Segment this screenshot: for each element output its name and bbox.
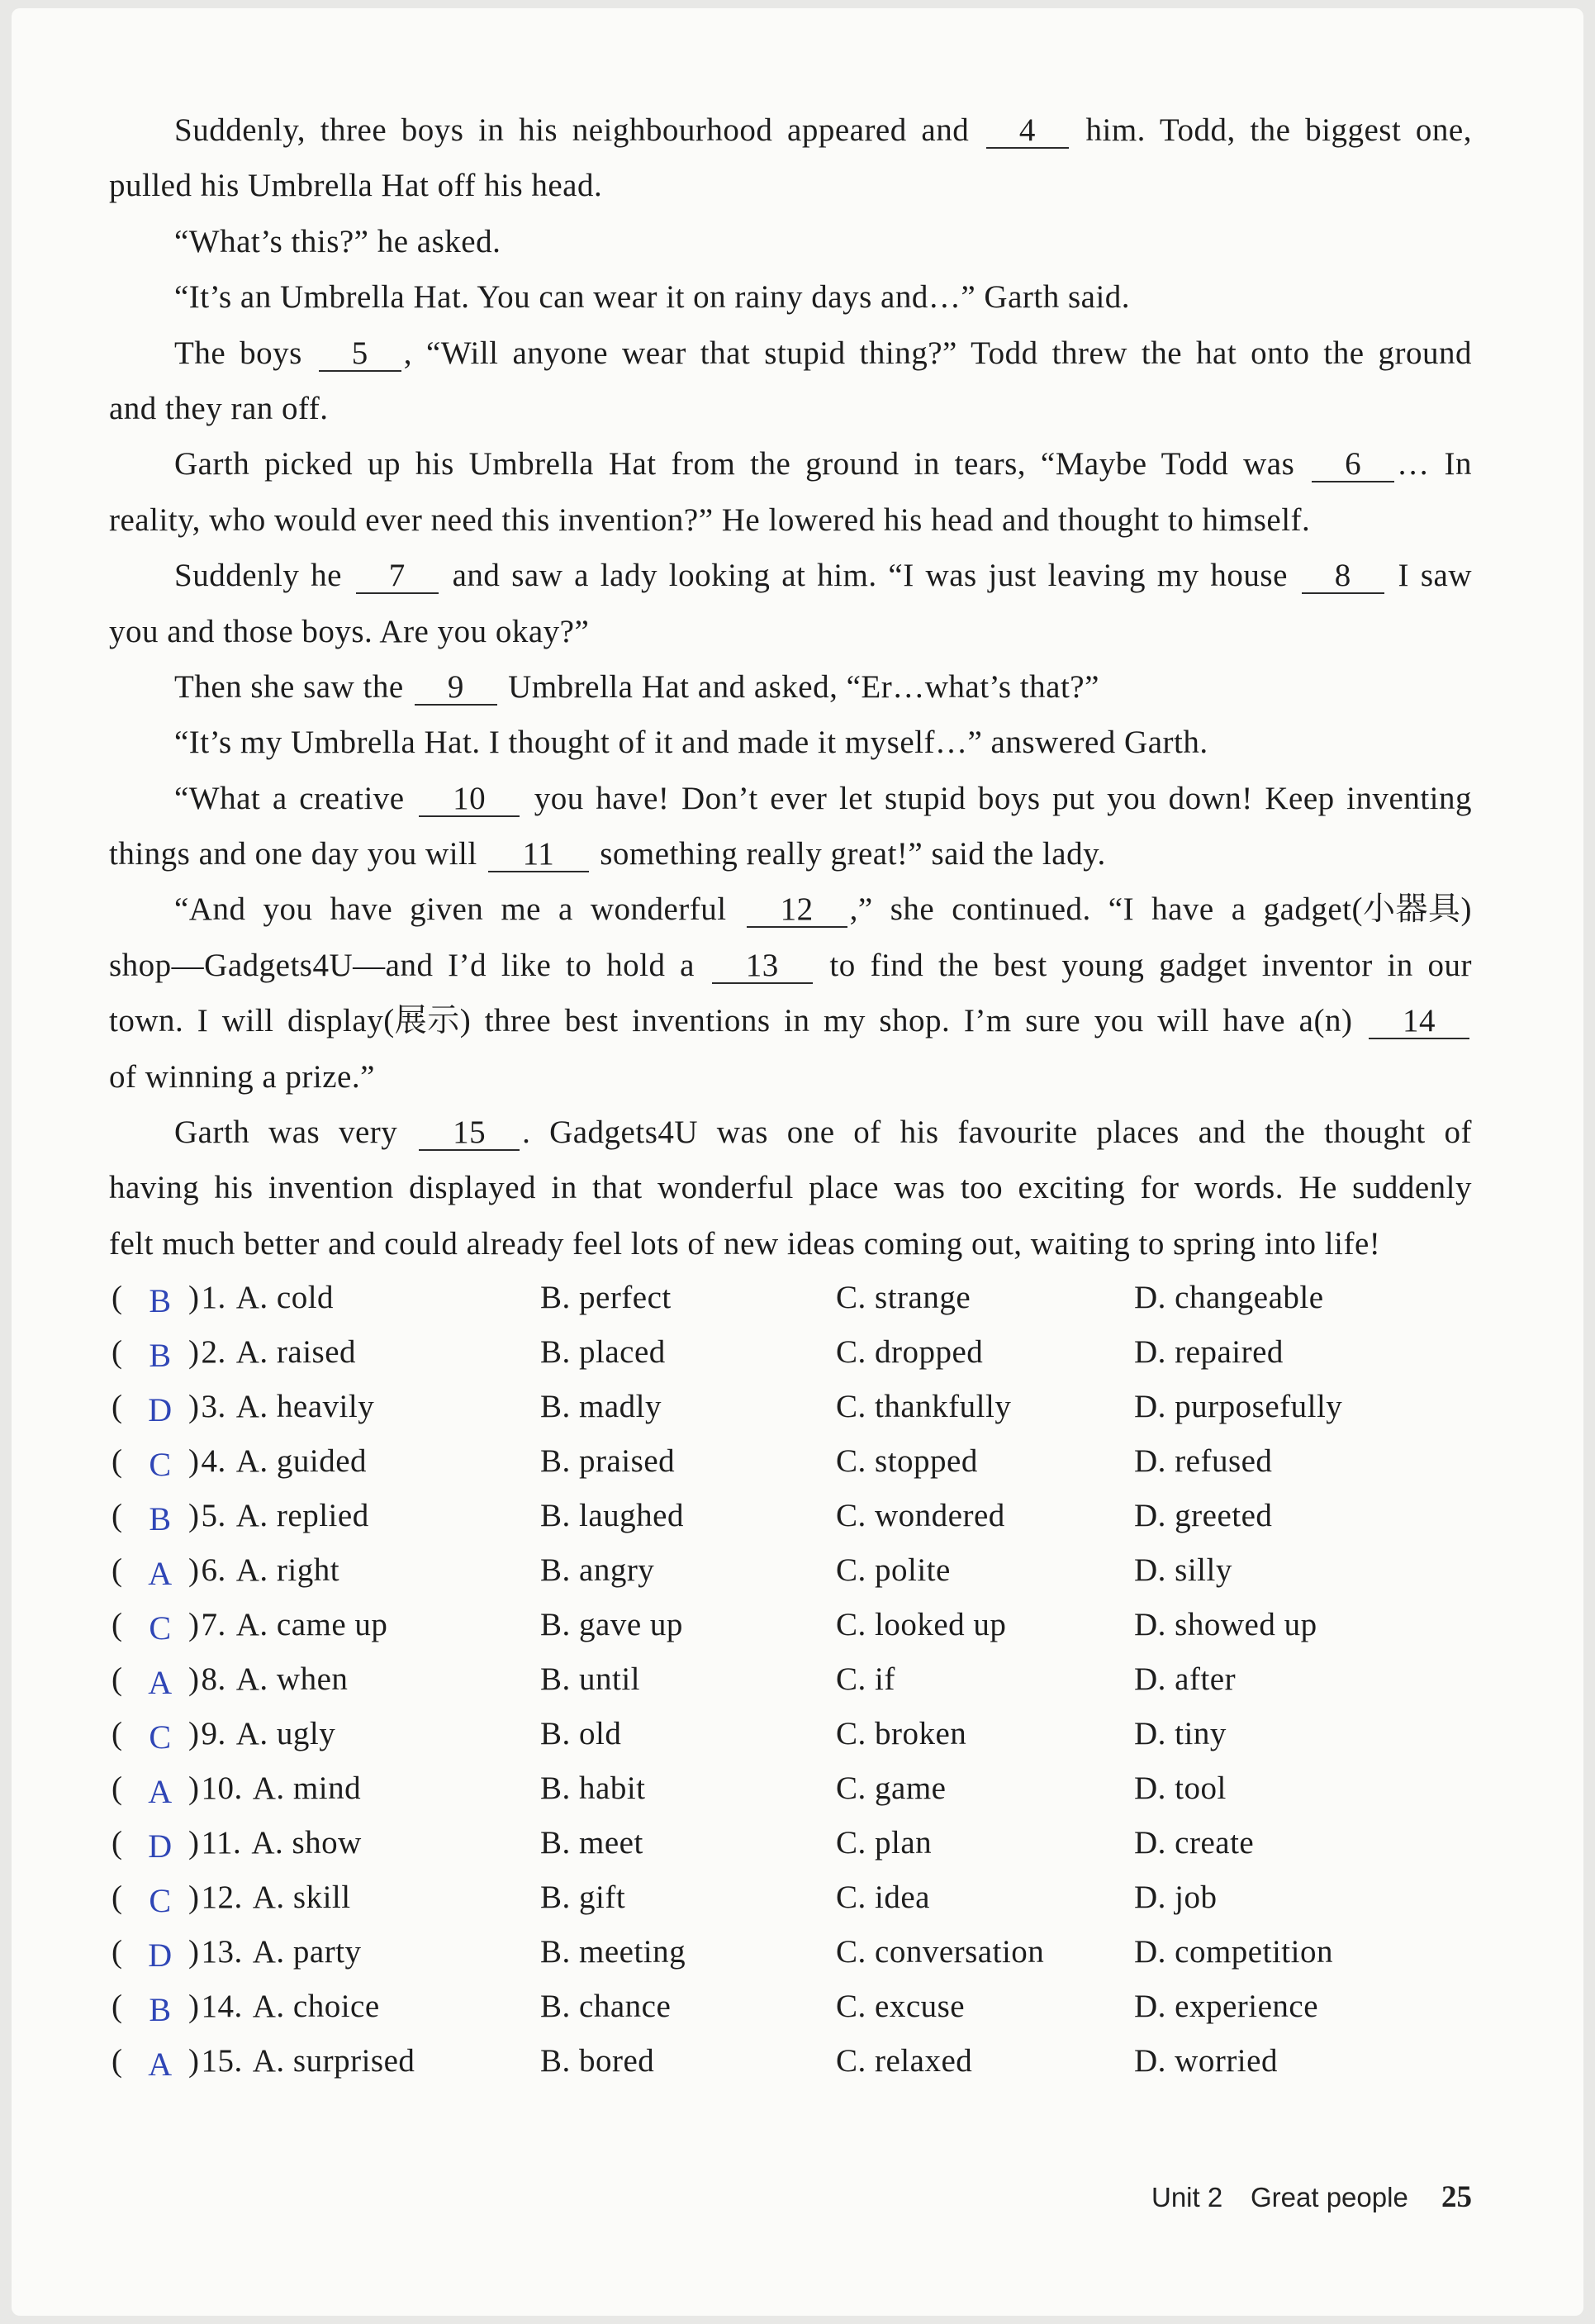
passage-paragraph <box>109 715 1472 770</box>
question-lead <box>188 1489 369 1543</box>
option-b: B. until <box>540 1661 641 1697</box>
option-d: D. experience <box>1134 1989 1319 2024</box>
answer-blank: 10 <box>419 782 520 817</box>
option-c: C. dropped <box>836 1334 984 1370</box>
answer-paren-close: ) <box>188 1280 200 1315</box>
answer-paren-close: ) <box>188 1552 200 1588</box>
passage-text: pulled his Umbrella Hat off his head. <box>109 168 603 204</box>
passage-text: “What’s this?” he asked. <box>174 223 501 259</box>
passage-line-content <box>174 659 1099 715</box>
passage-text: “It’s an Umbrella Hat. You can wear it on rainy days and…” Garth said. <box>174 279 1131 316</box>
answer-paren-close: ) <box>188 1880 200 1915</box>
passage-line-content <box>174 548 1472 603</box>
selected-answer: B <box>149 1991 172 2028</box>
option-d: D. refused <box>1134 1443 1273 1479</box>
question-lead <box>188 1761 361 1816</box>
question-lead <box>188 2034 415 2089</box>
passage-paragraph <box>109 771 1472 882</box>
option-d: D. after <box>1134 1661 1237 1697</box>
passage-line <box>109 604 1472 659</box>
passage-line <box>109 993 1472 1048</box>
unit-title: Great people <box>1251 2182 1408 2212</box>
answer-paren-open: ( <box>112 1934 123 1970</box>
passage-paragraph <box>109 1105 1472 1271</box>
option-a: A. guided <box>235 1443 368 1479</box>
passage-text: to find the best young gadget inventor in our <box>814 947 1473 983</box>
selected-answer: D <box>148 1391 173 1428</box>
question-lead <box>188 1325 356 1380</box>
question-row <box>12 2034 1595 2089</box>
passage-paragraph <box>109 214 1472 269</box>
option-a: A. ugly <box>235 1716 336 1751</box>
passage-line <box>109 1049 1472 1105</box>
answer-blank: 8 <box>1302 559 1384 594</box>
option-a: A. choice <box>252 1989 380 2024</box>
answer-paren-open: ( <box>112 1825 123 1861</box>
selected-answer: B <box>149 1337 172 1374</box>
option-b: B. old <box>540 1716 622 1751</box>
passage-paragraph <box>109 436 1472 548</box>
passage-line <box>109 659 1472 715</box>
answer-paren-close: ) <box>188 1661 200 1697</box>
option-a: A. surprised <box>252 2043 415 2079</box>
passage-line-content <box>174 214 501 269</box>
passage-line-content <box>174 102 1472 158</box>
option-d: D. silly <box>1134 1552 1232 1588</box>
passage-line-content <box>109 993 1472 1048</box>
selected-answer: B <box>149 1282 172 1319</box>
passage-line <box>109 1216 1472 1271</box>
option-b: B. placed <box>540 1334 666 1370</box>
answer-paren-close: ) <box>188 1716 200 1751</box>
passage-line <box>109 214 1472 269</box>
passage-text: felt much better and could already feel lots of new ideas coming out, waiting to spring into life! <box>109 1225 1381 1262</box>
question-row <box>12 1816 1595 1870</box>
passage-line-content <box>109 492 1310 548</box>
passage-text: Garth picked up his Umbrella Hat from the ground in tears, “Maybe Todd was <box>174 446 1310 482</box>
passage-line <box>109 269 1472 325</box>
passage-text: of winning a prize.” <box>109 1058 375 1095</box>
option-b: B. meet <box>540 1825 643 1861</box>
passage-text: and saw a lady looking at him. “I was just leaving my house <box>440 558 1299 594</box>
passage-line <box>109 771 1472 826</box>
option-d: D. worried <box>1134 2043 1278 2079</box>
passage-line-content <box>174 436 1472 492</box>
passage-line <box>109 492 1472 548</box>
passage-paragraph <box>109 326 1472 437</box>
question-lead <box>188 1925 362 1979</box>
passage-text: Then she saw the <box>174 668 412 705</box>
option-b: B. gift <box>540 1880 626 1915</box>
passage-text: you and those boys. Are you okay?” <box>109 613 590 649</box>
passage-text: I saw <box>1386 558 1472 594</box>
answer-blank: 15 <box>419 1116 520 1151</box>
option-a: A. cold <box>235 1280 335 1315</box>
passage-line <box>109 1105 1472 1160</box>
answer-paren-open: ( <box>112 1989 123 2024</box>
option-b: B. gave up <box>540 1607 683 1642</box>
passage-line-content <box>174 882 1472 937</box>
question-lead <box>188 1870 351 1925</box>
answer-paren-open: ( <box>112 1498 123 1533</box>
passage-line-content <box>174 326 1472 381</box>
question-row <box>12 1870 1595 1925</box>
passage-line-content <box>109 158 602 213</box>
answer-blank: 5 <box>319 337 401 372</box>
question-number: 14. <box>201 1989 243 2024</box>
answer-blank: 7 <box>356 559 439 594</box>
selected-answer: D <box>148 1937 173 1974</box>
question-row <box>12 1761 1595 1816</box>
question-row <box>12 1434 1595 1489</box>
book-page <box>12 8 1583 2316</box>
passage-text: Suddenly, three boys in his neighbourhood appeared and <box>174 112 984 148</box>
question-number: 13. <box>201 1934 243 1970</box>
passage-line <box>109 102 1472 158</box>
passage-text: him. Todd, the biggest one, <box>1070 112 1472 148</box>
passage-text: town. I will display(展示) three best inventions in my shop. I’m sure you will have a(n) <box>109 1003 1366 1039</box>
answer-blank: 6 <box>1312 448 1394 482</box>
option-b: B. perfect <box>540 1280 672 1315</box>
answer-paren-open: ( <box>112 1552 123 1588</box>
option-d: D. create <box>1134 1825 1255 1861</box>
answer-paren-close: ) <box>188 1389 200 1424</box>
question-row <box>12 1325 1595 1380</box>
passage-line <box>109 548 1472 603</box>
option-c: C. idea <box>836 1880 930 1915</box>
option-c: C. plan <box>836 1825 933 1861</box>
answer-paren-open: ( <box>112 2043 123 2079</box>
passage-line-content <box>174 715 1208 770</box>
passage-line-content <box>109 938 1472 993</box>
passage-line <box>109 436 1472 492</box>
question-lead <box>188 1707 335 1761</box>
passage-line <box>109 158 1472 213</box>
passage-text: The boys <box>174 335 316 371</box>
passage-line <box>109 882 1472 937</box>
answer-paren-close: ) <box>188 1989 200 2024</box>
answer-paren-open: ( <box>112 1770 123 1806</box>
passage-text: things and one day you will <box>109 836 486 872</box>
question-row <box>12 1489 1595 1543</box>
option-a: A. show <box>251 1825 362 1861</box>
option-c: C. if <box>836 1661 895 1697</box>
passage-text: … In <box>1397 446 1472 482</box>
answer-paren-close: ) <box>188 1443 200 1479</box>
option-b: B. laughed <box>540 1498 684 1533</box>
passage-line-content <box>109 1160 1472 1215</box>
passage-line-content <box>109 1049 375 1105</box>
option-d: D. showed up <box>1134 1607 1317 1642</box>
answer-paren-close: ) <box>188 1825 200 1861</box>
answer-blank: 11 <box>488 838 589 872</box>
question-number: 7. <box>201 1607 226 1642</box>
question-row <box>12 1652 1595 1707</box>
question-number: 1. <box>201 1280 226 1315</box>
option-b: B. chance <box>540 1989 672 2024</box>
option-c: C. looked up <box>836 1607 1007 1642</box>
option-c: C. thankfully <box>836 1389 1012 1424</box>
option-b: B. angry <box>540 1552 655 1588</box>
option-c: C. strange <box>836 1280 971 1315</box>
question-number: 11. <box>201 1825 242 1861</box>
question-lead <box>188 1598 387 1652</box>
option-b: B. habit <box>540 1770 646 1806</box>
passage-line-content <box>109 604 589 659</box>
option-d: D. job <box>1134 1880 1218 1915</box>
option-d: D. greeted <box>1134 1498 1273 1533</box>
option-c: C. broken <box>836 1716 967 1751</box>
selected-answer: C <box>149 1446 172 1483</box>
selected-answer: B <box>149 1500 172 1537</box>
passage-text: “It’s my Umbrella Hat. I thought of it and made it myself…” answered Garth. <box>174 725 1208 761</box>
option-d: D. repaired <box>1134 1334 1284 1370</box>
passage-paragraph <box>109 548 1472 659</box>
question-number: 8. <box>201 1661 226 1697</box>
question-number: 10. <box>201 1770 243 1806</box>
question-number: 4. <box>201 1443 226 1479</box>
selected-answer: A <box>148 1555 173 1592</box>
answer-paren-close: ) <box>188 1607 200 1642</box>
passage-text: and they ran off. <box>109 390 329 426</box>
answer-paren-open: ( <box>112 1334 123 1370</box>
option-a: A. skill <box>252 1880 351 1915</box>
passage-text: Umbrella Hat and asked, “Er…what’s that?” <box>499 668 1099 705</box>
option-a: A. heavily <box>235 1389 375 1424</box>
passage-text: something really great!” said the lady. <box>591 836 1106 872</box>
selected-answer: C <box>149 1609 172 1647</box>
passage-text: shop—Gadgets4U—and I’d like to hold a <box>109 947 710 983</box>
question-lead <box>188 1543 339 1598</box>
selected-answer: A <box>148 2046 173 2083</box>
option-b: B. bored <box>540 2043 655 2079</box>
answer-paren-open: ( <box>112 1280 123 1315</box>
option-b: B. madly <box>540 1389 662 1424</box>
answer-blank: 12 <box>747 893 847 928</box>
question-row <box>12 1598 1595 1652</box>
answer-paren-close: ) <box>188 1498 200 1533</box>
passage-text: reality, who would ever need this invention?” He lowered his head and thought to himself. <box>109 501 1311 538</box>
option-a: A. came up <box>235 1607 388 1642</box>
answer-paren-open: ( <box>112 1716 123 1751</box>
option-c: C. excuse <box>836 1989 966 2024</box>
question-row <box>12 1707 1595 1761</box>
unit-label: Unit 2 <box>1151 2182 1223 2212</box>
option-c: C. stopped <box>836 1443 978 1479</box>
page-number: 25 <box>1441 2180 1472 2214</box>
answer-paren-open: ( <box>112 1443 123 1479</box>
answer-paren-close: ) <box>188 1934 200 1970</box>
passage-paragraph <box>109 102 1472 214</box>
answer-paren-close: ) <box>188 1770 200 1806</box>
answer-paren-close: ) <box>188 2043 200 2079</box>
option-a: A. right <box>235 1552 340 1588</box>
option-a: A. party <box>252 1934 362 1970</box>
question-lead <box>188 1380 374 1434</box>
answer-blank: 4 <box>986 114 1069 149</box>
passage-text: Suddenly he <box>174 558 354 594</box>
option-d: D. changeable <box>1134 1280 1324 1315</box>
passage-text: you have! Don’t ever let stupid boys put you down! Keep inventing <box>522 780 1473 816</box>
option-b: B. praised <box>540 1443 676 1479</box>
passage-line-content <box>174 771 1472 826</box>
passage-line-content <box>109 826 1106 882</box>
passage-paragraph <box>109 659 1472 715</box>
passage-line <box>109 1160 1472 1215</box>
passage-text: having his invention displayed in that wonderful place was too exciting for words. He suddenly <box>109 1170 1472 1206</box>
question-row <box>12 1380 1595 1434</box>
passage-text: “What a creative <box>174 780 417 816</box>
question-number: 12. <box>201 1880 243 1915</box>
question-lead <box>188 1979 380 2034</box>
question-lead <box>188 1271 334 1325</box>
option-d: D. purposefully <box>1134 1389 1343 1424</box>
answer-paren-open: ( <box>112 1661 123 1697</box>
question-row <box>12 1925 1595 1979</box>
question-lead <box>188 1652 348 1707</box>
answer-paren-close: ) <box>188 1334 200 1370</box>
passage-text: “And you have given me a wonderful <box>174 891 744 928</box>
selected-answer: D <box>148 1827 173 1865</box>
option-c: C. relaxed <box>836 2043 973 2079</box>
question-number: 3. <box>201 1389 226 1424</box>
passage-line-content <box>174 1105 1472 1160</box>
option-d: D. tool <box>1134 1770 1227 1806</box>
question-lead <box>188 1434 367 1489</box>
option-b: B. meeting <box>540 1934 686 1970</box>
option-d: D. competition <box>1134 1934 1333 1970</box>
option-c: C. wondered <box>836 1498 1005 1533</box>
passage-line <box>109 826 1472 882</box>
passage-line-content <box>174 269 1130 325</box>
passage-line <box>109 381 1472 436</box>
passage-text: ,” she continued. “I have a gadget(小器具) <box>849 891 1472 928</box>
question-number: 5. <box>201 1498 226 1533</box>
answer-blank: 14 <box>1369 1005 1469 1039</box>
question-list <box>12 1271 1595 2089</box>
option-d: D. tiny <box>1134 1716 1227 1751</box>
option-c: C. conversation <box>836 1934 1045 1970</box>
question-number: 15. <box>201 2043 243 2079</box>
passage-paragraph <box>109 269 1472 325</box>
answer-paren-open: ( <box>112 1880 123 1915</box>
answer-blank: 9 <box>415 671 497 706</box>
question-row <box>12 1543 1595 1598</box>
option-a: A. raised <box>235 1334 357 1370</box>
question-row <box>12 1271 1595 1325</box>
selected-answer: A <box>148 1773 173 1810</box>
passage-paragraph <box>109 882 1472 1105</box>
selected-answer: A <box>148 1664 173 1701</box>
passage-line-content <box>109 381 329 436</box>
option-a: A. when <box>235 1661 349 1697</box>
passage-line <box>109 938 1472 993</box>
option-a: A. replied <box>235 1498 369 1533</box>
answer-paren-open: ( <box>112 1607 123 1642</box>
passage-line <box>109 326 1472 381</box>
question-row <box>12 1979 1595 2034</box>
passage-text: . Gadgets4U was one of his favourite places and the thought of <box>522 1114 1473 1151</box>
answer-paren-open: ( <box>112 1389 123 1424</box>
answer-blank: 13 <box>712 949 813 984</box>
question-number: 9. <box>201 1716 226 1751</box>
passage-line-content <box>109 1216 1380 1271</box>
question-lead <box>188 1816 362 1870</box>
option-c: C. game <box>836 1770 947 1806</box>
question-number: 6. <box>201 1552 226 1588</box>
passage-text: Garth was very <box>174 1114 417 1151</box>
option-c: C. polite <box>836 1552 951 1588</box>
passage-text: , “Will anyone wear that stupid thing?” Todd threw the hat onto the ground <box>403 335 1472 371</box>
question-number: 2. <box>201 1334 226 1370</box>
selected-answer: C <box>149 1882 172 1919</box>
passage-line <box>109 715 1472 770</box>
selected-answer: C <box>149 1718 172 1756</box>
option-a: A. mind <box>252 1770 362 1806</box>
reading-passage <box>109 102 1472 1271</box>
